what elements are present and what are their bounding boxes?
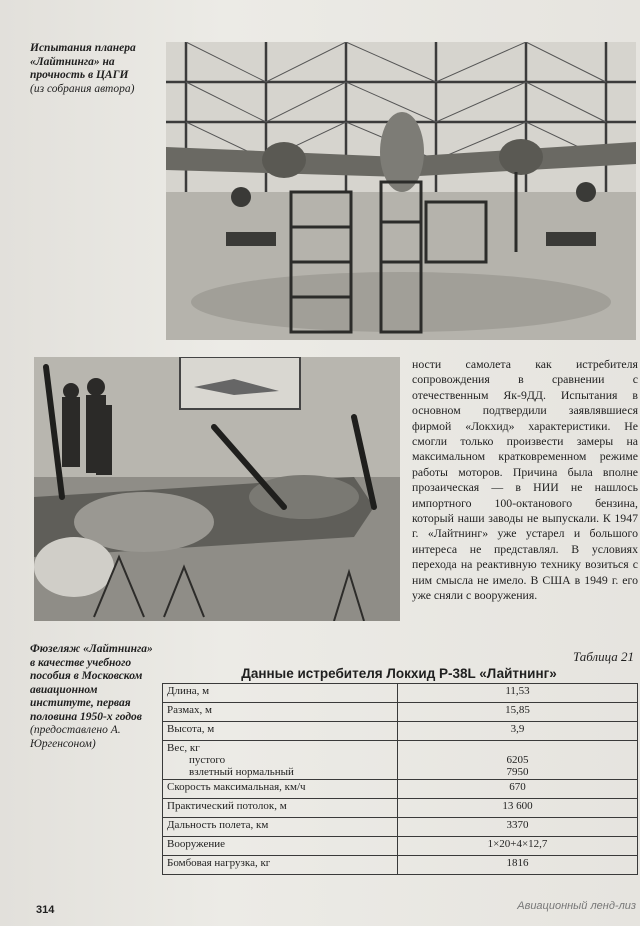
table-row	[163, 799, 638, 818]
page-number: 314	[36, 904, 55, 916]
row-value: 670	[398, 780, 638, 799]
photo-fuselage-mai	[34, 357, 400, 621]
table-row	[163, 856, 638, 875]
row-sublabel-empty: пустого	[189, 754, 226, 766]
row-value: 1×20+4×12,7	[398, 837, 638, 856]
row-label: Бомбовая нагрузка, кг	[163, 856, 398, 875]
row-label: Вес, кг	[167, 742, 200, 754]
table-row	[163, 722, 638, 741]
row-value: 1816	[398, 856, 638, 875]
row-label: Размах, м	[163, 703, 398, 722]
row-value: 11,53	[398, 684, 638, 703]
table-row	[163, 818, 638, 837]
table-title: Данные истребителя Локхид P-38L «Лайтнинг»	[241, 666, 557, 681]
row-label-weight	[163, 741, 398, 780]
row-label: Дальность полета, км	[163, 818, 398, 837]
caption-bottom-text: Фюзеляж «Лайтнинга» в качестве учебного пособия в Московском авиационном институте, первая половина 1950-х годов	[30, 643, 153, 723]
row-value: 15,85	[398, 703, 638, 722]
photo-caption-top	[30, 42, 162, 96]
row-value: 13 600	[398, 799, 638, 818]
row-sublabel-takeoff: взлетный нормальный	[189, 766, 294, 778]
row-label: Скорость максимальная, км/ч	[163, 780, 398, 799]
row-value-weight	[398, 741, 638, 780]
row-label: Длина, м	[163, 684, 398, 703]
caption-top-source: (из собрания автора)	[30, 82, 135, 95]
body-text	[412, 357, 638, 604]
row-value: 3370	[398, 818, 638, 837]
table-row	[163, 837, 638, 856]
row-value-empty: 6205	[506, 754, 529, 766]
photo-caption-bottom	[30, 643, 156, 751]
table-row	[163, 703, 638, 722]
body-paragraph: ности самолета как истребителя сопровождения в сравнении с отечественным Як-9ДД. Испытания в основном подтвердили заявлявшиеся фирмой «Локхид» характеристики. Не смогли только произвести замеры на максимальном кратковременном режиме работы моторов. Причина была вполне прозаическая — в НИИ не нашлось импортного 100-октанового бензина, который наши заводы не выпускали. К 1947 г. «Лайтнинг» уже устарел и большого интереса не представлял. В условиях перехода на реактивную технику возиться с ним смысла не имело. В США в 1949 г. его уже сняли с вооружения.	[412, 357, 638, 603]
caption-bottom-source: (предоставлено А. Юргенсоном)	[30, 724, 121, 750]
specs-table	[162, 683, 638, 875]
row-value: 3,9	[398, 722, 638, 741]
row-label: Высота, м	[163, 722, 398, 741]
running-footer: Авиационный ленд-лиз	[517, 900, 636, 912]
photo-glider-strength-test	[166, 42, 636, 340]
row-label: Вооружение	[163, 837, 398, 856]
table-row	[163, 741, 638, 780]
table-row	[163, 684, 638, 703]
table-number: Таблица 21	[572, 649, 634, 664]
row-label: Практический потолок, м	[163, 799, 398, 818]
caption-top-text: Испытания планера «Лайтнинга» на прочность в ЦАГИ	[30, 42, 136, 81]
table-row	[163, 780, 638, 799]
row-value-takeoff: 7950	[506, 766, 529, 778]
